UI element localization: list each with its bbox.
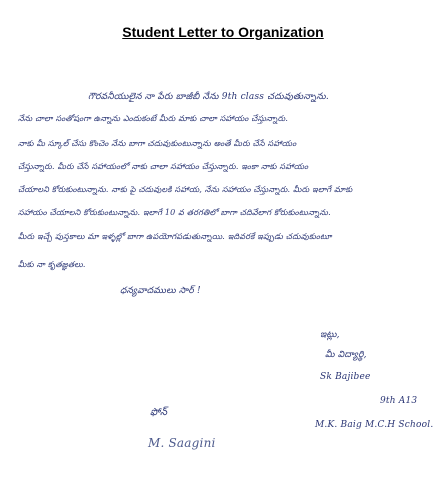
letter-line-1: నేను చాలా సంతోషంగా ఉన్నాను ఎందుకంటే మీరు మాకు చాలా సహాయం చేస్తున్నారు. [18,114,289,123]
letter-closing: ధన్యవాదములు సార్ ! [120,286,201,296]
letter-line-4: చేయాలని కోరుకుంటున్నాను. నాకు పై చదువులకి సహాయ, నేను సహాయం చేస్తున్నారు. మీరు ఇలాగే మాకు [18,185,353,194]
signature-school: M.K. Baig M.C.H School. [315,420,434,430]
letter-salutation: గౌరవనీయులైన నా పేరు బాజీబీ నేను 9th class చదువుతున్నాను. [88,92,329,102]
letter-line-5: సహాయం చేయాలని కోరుకుంటున్నాను. ఇలాగే 10 వ తరగతిలో బాగా చదివేలాగ కోరుకుంటున్నాను. [18,208,331,217]
letter-line-7: మీకు నా కృతజ్ఞతలు. [18,260,86,269]
countersign-name: M. Saagini [148,436,216,450]
letter-line-2: నాకు మీ స్కూల్ చేసు కొంచెం నేను బాగా చదువుకుంటున్నాను అంతే మీరు చేసే సహాయం [18,139,297,148]
letter-line-6: మీరు ఇచ్చే పుస్తకాలు మా ఇళ్ళల్లో బాగా ఉపయోగపడుతున్నాయి. ఇదివరకే ఇప్పుడు చదువుకుంటూ [18,232,332,241]
signature-line-2: మీ విద్యార్థి, [325,350,367,360]
signature-class: 9th A13 [380,396,418,406]
letter-line-3: చేస్తున్నారు. మీరు చేసే సహాయంలో నాకు చాలా సహాయం చేస్తున్నారు. ఇంకా నాకు సహాయం [18,162,309,171]
countersign-initials: ఫోన్ [150,407,168,418]
page-title: Student Letter to Organization [122,24,324,40]
signature-name: Sk Bajibee [320,372,371,382]
signature-line-1: ఇట్లు, [320,330,340,340]
